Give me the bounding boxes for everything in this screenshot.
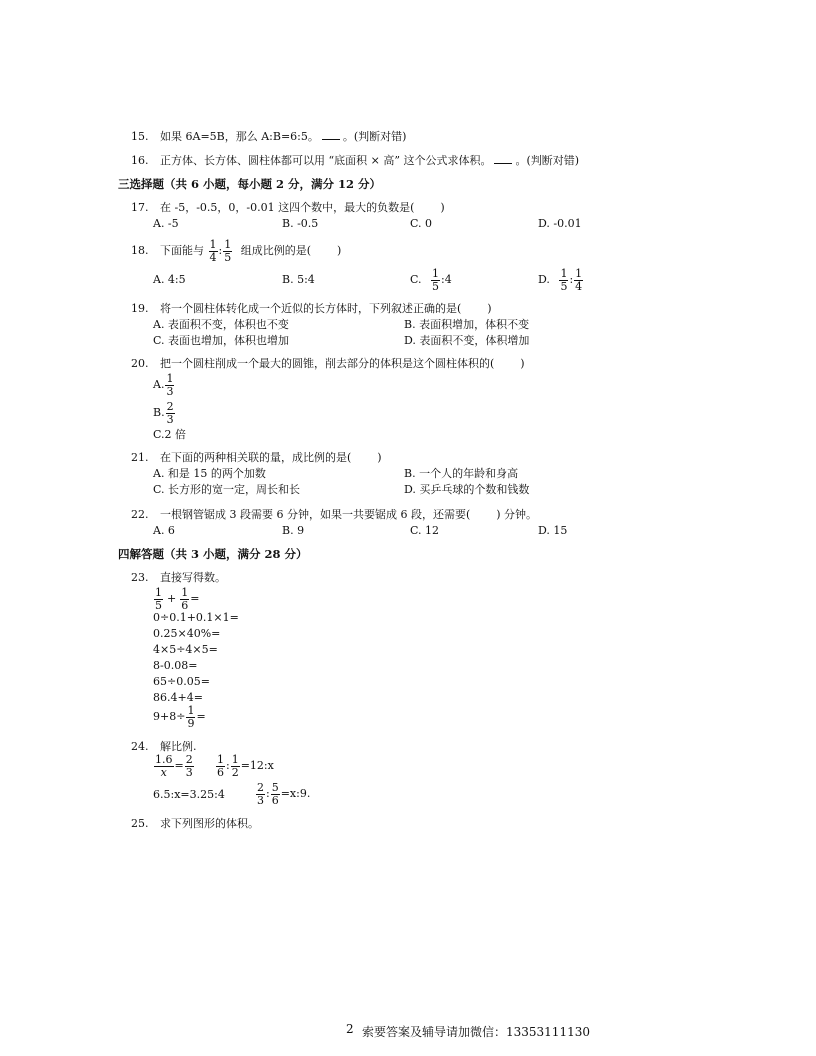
question-23 [131, 571, 226, 585]
fraction: $\frac{1}{6}$ [217, 752, 224, 779]
question-stem: 一根钢管锯成 3 段需要 6 分钟，如果一共要锯成 6 段，还需要( [160, 508, 471, 521]
option-a[interactable]: A. 4:5 [153, 273, 186, 286]
option-d[interactable]: D. -0.01 [538, 217, 582, 230]
option-a[interactable]: A. 和是 15 的两个加数 [153, 467, 266, 480]
question-stem: 求下列图形的体积。 [160, 817, 259, 830]
expression-3: 0.25×40%= [153, 627, 221, 640]
fraction: $\frac{1}{9}$ [187, 703, 195, 730]
question-stem: 解比例. [160, 740, 197, 753]
question-stem: 如果 6A=5B，那么 A:B=6:5。 [160, 130, 319, 143]
question-number: 18. [131, 244, 149, 257]
fraction: $\frac{1}{5}$ [432, 266, 440, 293]
question-suffix: 。(判断对错) [342, 130, 407, 143]
question-19 [131, 302, 492, 316]
option-c[interactable]: C. 0 [410, 217, 433, 230]
question-number: 24. [131, 740, 149, 753]
proportion-2: $\frac{1}{6}$ : $\frac{1}{2}$ =12:x [217, 752, 274, 779]
question-number: 23. [131, 571, 149, 584]
question-stem: 在下面的两种相关联的量，成比例的是( [160, 451, 352, 464]
option-d[interactable]: D. 表面积不变，体积增加 [404, 334, 530, 347]
option-b[interactable]: B. 9 [282, 524, 305, 537]
option-b[interactable]: B. $\frac{2}{3}$ [153, 399, 174, 426]
expression-7: 86.4+4= [153, 691, 203, 704]
question-number: 22. [131, 508, 149, 521]
question-paren-close: ) 分钟。 [496, 508, 538, 521]
question-number: 15. [131, 130, 149, 143]
question-18: 18. 下面能与 $\frac{1}{4}$ : $\frac{1}{5}$ 组成比例的是( ) [131, 237, 342, 264]
fraction: $\frac{1}{4}$ [575, 266, 583, 293]
fraction: $\frac{2}{3}$ [185, 752, 193, 779]
question-number: 25. [131, 817, 149, 830]
answer-blank[interactable] [494, 153, 512, 164]
section-heading-choice: 三选择题（共 6 小题，每小题 2 分，满分 12 分） [118, 177, 382, 191]
proportion-4: $\frac{2}{3}$ : $\frac{5}{6}$ =x:9. [257, 780, 311, 807]
option-c[interactable]: C. 12 [410, 524, 440, 537]
section-heading-answer: 四解答题（共 3 小题，满分 28 分） [118, 547, 308, 561]
question-17 [131, 201, 445, 215]
fraction: $\frac{1}{4}$ [209, 237, 217, 264]
question-number: 20. [131, 357, 149, 370]
option-c[interactable]: C. $\frac{1}{5}$ :4 [410, 266, 452, 293]
option-d[interactable]: D. 买乒乓球的个数和钱数 [404, 483, 530, 496]
question-16 [131, 153, 579, 168]
question-20 [131, 357, 525, 371]
option-c[interactable]: C. 表面也增加，体积也增加 [153, 334, 290, 347]
question-paren-close: ) [377, 451, 382, 464]
expression-4: 4×5÷4×5= [153, 643, 218, 656]
question-stem: 在 -5，-0.5，0，-0.01 这四个数中，最大的负数是( [160, 201, 415, 214]
option-c[interactable]: C.2 倍 [153, 428, 187, 441]
option-a[interactable]: A. -5 [153, 217, 179, 230]
question-21 [131, 451, 382, 465]
fraction: $\frac{1}{6}$ [181, 585, 189, 612]
question-paren-close: ) [487, 302, 492, 315]
option-a[interactable]: A. 表面积不变，体积也不变 [153, 318, 289, 331]
option-a[interactable]: A. $\frac{1}{3}$ [153, 371, 174, 398]
question-paren-close: ) [440, 201, 445, 214]
fraction: $\frac{1}{5}$ [560, 266, 568, 293]
fraction: $\frac{5}{6}$ [271, 780, 279, 807]
question-stem: 下面能与 [160, 244, 204, 257]
proportion-1: $\frac{1.6}{x}$ = $\frac{2}{3}$ [155, 752, 193, 779]
fraction: $\frac{1}{2}$ [231, 752, 239, 779]
expression-8: 9+8÷ $\frac{1}{9}$ = [153, 703, 206, 730]
question-stem: 直接写得数。 [160, 571, 226, 584]
answer-blank[interactable] [322, 129, 340, 140]
question-22 [131, 508, 537, 522]
question-stem: 把一个圆柱削成一个最大的圆锥，削去部分的体积是这个圆柱体积的( [160, 357, 495, 370]
question-15 [131, 129, 406, 144]
fraction: $\frac{2}{3}$ [257, 780, 264, 807]
option-b[interactable]: B. 一个人的年龄和身高 [404, 467, 519, 480]
option-a[interactable]: A. 6 [153, 524, 175, 537]
fraction: $\frac{1}{3}$ [166, 371, 174, 398]
option-c[interactable]: C. 长方形的宽一定，周长和长 [153, 483, 301, 496]
question-number: 16. [131, 154, 149, 167]
question-stem: 将一个圆柱体转化成一个近似的长方体时，下列叙述正确的是( [160, 302, 462, 315]
question-25 [131, 817, 259, 831]
question-stem: 正方体、长方体、圆柱体都可以用 “底面积 × 高” 这个公式求体积。 [160, 154, 492, 167]
question-number: 17. [131, 201, 149, 214]
option-b[interactable]: B. 表面积增加，体积不变 [404, 318, 530, 331]
expression-5: 8-0.08= [153, 659, 198, 672]
fraction: $\frac{1}{5}$ [224, 237, 232, 264]
question-number: 21. [131, 451, 149, 464]
expression-1: $\frac{1}{5}$ + $\frac{1}{6}$ = [155, 585, 200, 612]
expression-2: 0÷0.1+0.1×1= [153, 611, 239, 624]
fraction: $\frac{1.6}{x}$ [155, 752, 173, 779]
question-paren-close: ) [520, 357, 525, 370]
page-number: 2 [346, 1022, 354, 1036]
option-d[interactable]: D. $\frac{1}{5}$ : $\frac{1}{4}$ [538, 266, 583, 293]
option-b[interactable]: B. -0.5 [282, 217, 319, 230]
footer-contact: 索要答案及辅导请加微信：13353111130 [362, 1025, 590, 1039]
question-number: 19. [131, 302, 149, 315]
option-d[interactable]: D. 15 [538, 524, 568, 537]
question-paren-close: ) [337, 244, 342, 257]
proportion-3: 6.5:x=3.25:4 [153, 788, 225, 801]
fraction: $\frac{1}{5}$ [155, 585, 162, 612]
expression-6: 65÷0.05= [153, 675, 210, 688]
fraction: $\frac{2}{3}$ [166, 399, 174, 426]
question-suffix: 。(判断对错) [515, 154, 580, 167]
question-stem: 组成比例的是( [240, 244, 312, 257]
option-b[interactable]: B. 5:4 [282, 273, 315, 286]
